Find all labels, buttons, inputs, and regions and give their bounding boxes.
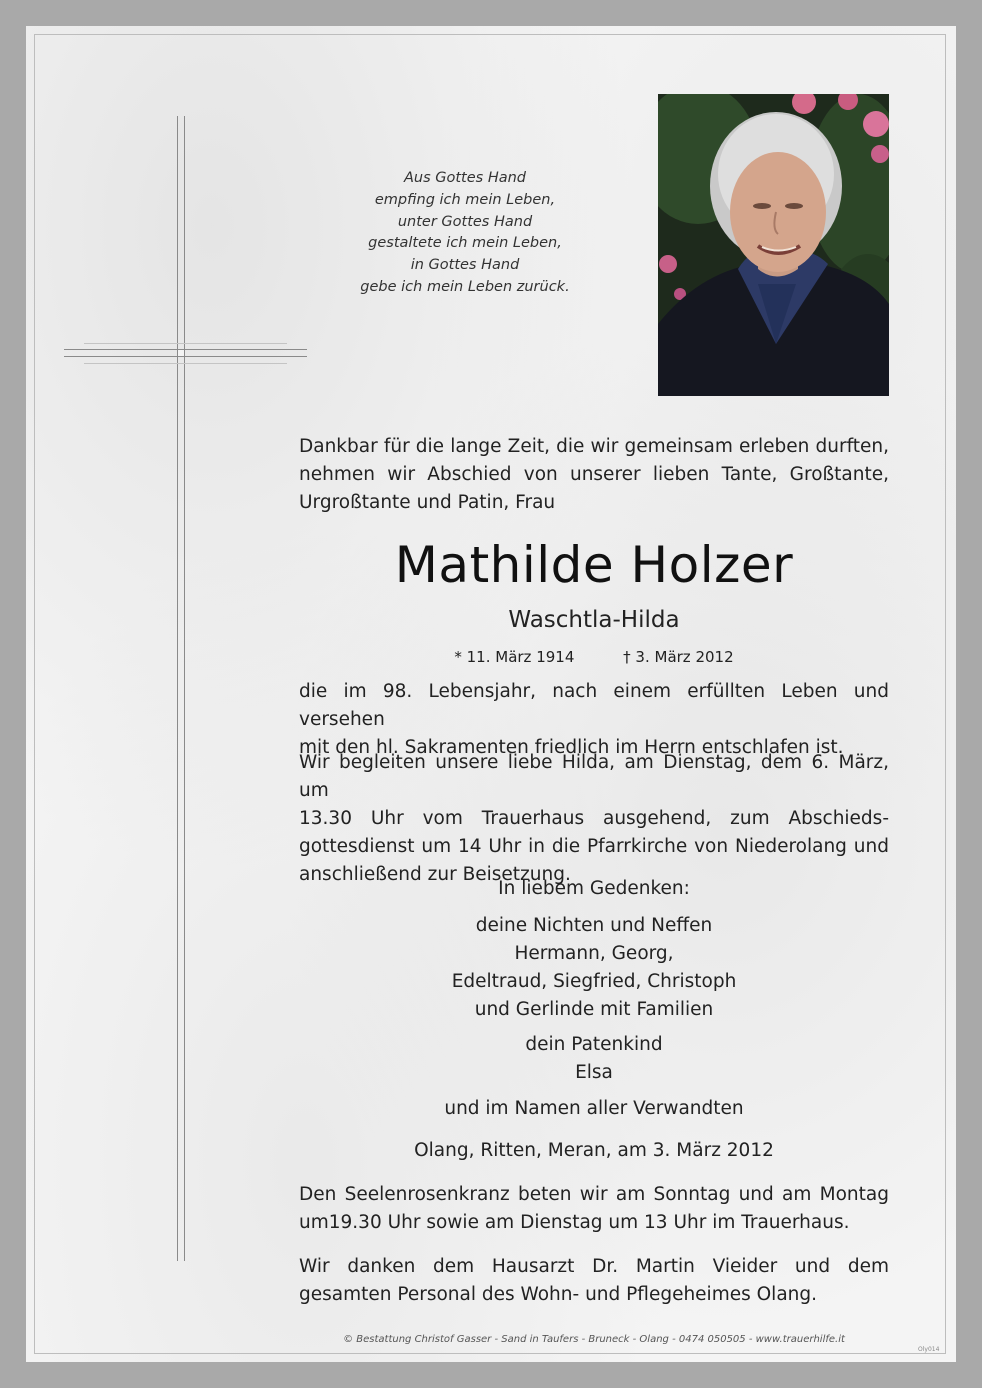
poem-line: in Gottes Hand — [410, 257, 520, 274]
thanks-line: Wir danken dem Hausarzt Dr. Martin Vieider und dem — [299, 1256, 889, 1277]
footer-credit: © Bestattung Christof Gasser - Sand in Taufers - Bruneck - Olang - 0474 050505 - www.trauerhilfe.it — [343, 1334, 845, 1345]
deceased-nickname: Waschtla-Hilda — [508, 607, 680, 633]
funeral-line: gottesdienst um 14 Uhr in die Pfarrkirche von Niederolang und — [299, 836, 889, 857]
poem-line: empfing ich mein Leben, — [374, 191, 556, 208]
rosary-line: um19.30 Uhr sowie am Dienstag um 13 Uhr im Trauerhaus. — [299, 1212, 850, 1233]
rosary-line: Den Seelenrosenkranz beten wir am Sonntag und am Montag — [299, 1184, 889, 1205]
intro-line: Dankbar für die lange Zeit, die wir gemeinsam erleben durften, — [299, 436, 889, 457]
relatives-line: Edeltraud, Siegfried, Christoph — [451, 971, 737, 992]
funeral-line: Wir begleiten unsere liebe Hilda, am Dienstag, dem 6. März, um — [299, 752, 889, 801]
passing-line: die im 98. Lebensjahr, nach einem erfüllten Leben und versehen — [299, 681, 889, 730]
poem-line: Aus Gottes Hand — [403, 170, 527, 186]
thanks-paragraph — [299, 1253, 889, 1309]
thanks-line: gesamten Personal des Wohn- und Pflegeheimes Olang. — [299, 1284, 818, 1305]
godchild-label: dein Patenkind — [525, 1034, 663, 1055]
intro-paragraph — [299, 433, 889, 517]
relatives-line: deine Nichten und Neffen — [475, 915, 713, 936]
intro-line: Urgroßtante und Patin, Frau — [299, 492, 556, 513]
godchild-name: Elsa — [575, 1062, 613, 1083]
poem — [330, 168, 600, 299]
other-relatives: und im Namen aller Verwandten — [444, 1098, 744, 1119]
place-date: Olang, Ritten, Meran, am 3. März 2012 — [414, 1140, 774, 1161]
funeral-paragraph — [299, 749, 889, 889]
godchild — [299, 1031, 889, 1087]
relatives-list — [299, 912, 889, 1024]
tiny-mark: Oly014 — [918, 1346, 940, 1353]
birth-date: * 11. März 1914 — [454, 648, 575, 666]
relatives-line: und Gerlinde mit Familien — [474, 999, 714, 1020]
portrait-photo — [658, 94, 889, 396]
passing-line: mit den hl. Sakramenten friedlich im Herrn entschlafen ist. — [299, 737, 844, 758]
funeral-line: 13.30 Uhr vom Trauerhaus ausgehend, zum Abschieds- — [299, 808, 889, 829]
life-dates — [299, 645, 889, 669]
intro-line: nehmen wir Abschied von unserer lieben Tante, Großtante, — [299, 464, 889, 485]
death-date: † 3. März 2012 — [623, 648, 734, 666]
poem-line: unter Gottes Hand — [397, 213, 533, 230]
remembrance-heading: In liebem Gedenken: — [498, 878, 690, 899]
deceased-name: Mathilde Holzer — [394, 536, 794, 594]
poem-line: gebe ich mein Leben zurück. — [360, 278, 570, 295]
funeral-line: anschließend zur Beisetzung. — [299, 864, 571, 885]
poem-line: gestaltete ich mein Leben, — [368, 235, 562, 252]
rosary-paragraph — [299, 1181, 889, 1237]
relatives-line: Hermann, Georg, — [514, 943, 674, 964]
